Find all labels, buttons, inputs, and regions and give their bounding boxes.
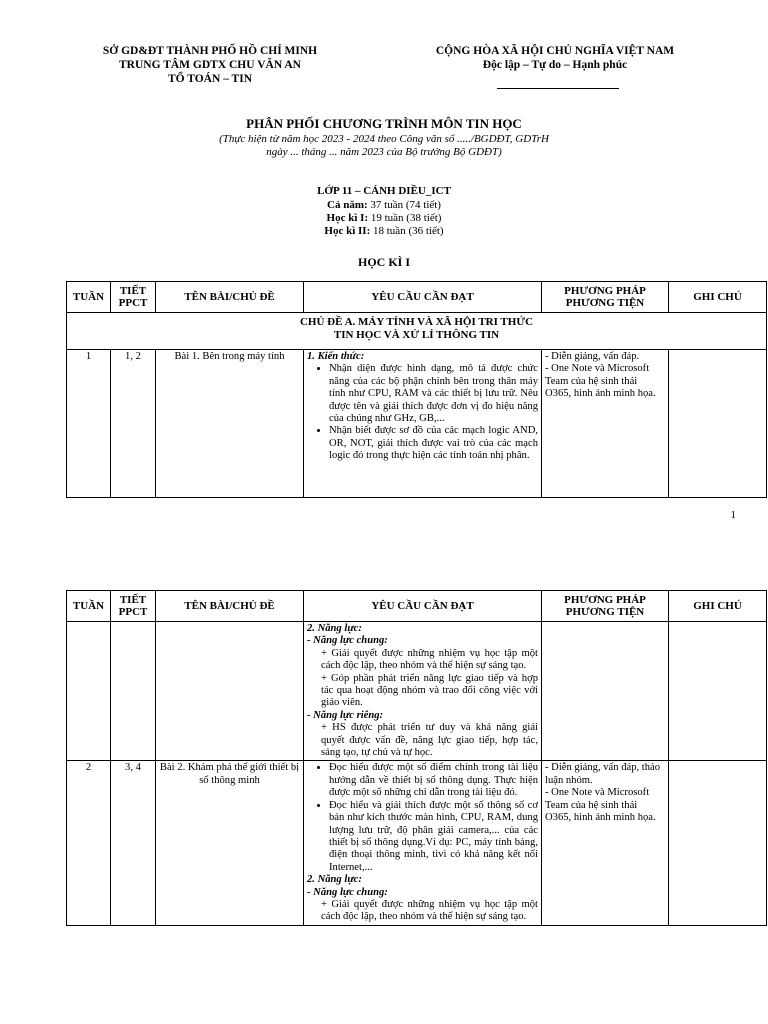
header-underline xyxy=(497,88,619,89)
page-number: 1 xyxy=(730,509,736,521)
grade-info xyxy=(0,185,768,238)
requirements-cell xyxy=(304,761,542,925)
header-line: Độc lập – Tự do – Hạnh phúc xyxy=(482,59,628,71)
requirements-cell xyxy=(304,350,542,498)
requirements-list xyxy=(307,762,538,874)
period-cell xyxy=(111,622,156,761)
grade-value: 18 tuần (36 tiết) xyxy=(370,225,444,237)
method-line: - Diễn giảng, vấn đáp. xyxy=(545,351,640,362)
grade-value: 19 tuần (38 tiết) xyxy=(368,212,442,224)
lesson-cell: Bài 2. Khám phá thế giới thiết bị số thông minh xyxy=(156,761,304,925)
list-item: • Đọc hiểu được một số điểm chính trong tài liệu hướng dẫn về thiết bị số thông dụng. Thực hiện được một số những chỉ dẫn trong tài liệu đó. xyxy=(329,762,538,799)
document-subtitle xyxy=(0,133,768,159)
col-note-header: GHI CHÚ xyxy=(669,591,767,622)
col-methods-header: PHƯƠNG PHÁP PHƯƠNG TIỆN xyxy=(542,282,669,313)
note-cell xyxy=(669,350,767,498)
note-cell xyxy=(669,761,767,925)
week-cell: 2 xyxy=(67,761,111,925)
lesson-cell xyxy=(156,622,304,761)
subtitle-line: ngày ... tháng ... năm 2023 của Bộ trưởng Bộ GDĐT) xyxy=(266,146,502,158)
grade-label: Học kì I: xyxy=(326,212,369,224)
header-line: CỘNG HÒA XÃ HỘI CHỦ NGHĨA VIỆT NAM xyxy=(435,45,675,57)
lesson-cell: Bài 1. Bên trong máy tính xyxy=(156,350,304,498)
grade-title: LỚP 11 – CÁNH DIỀU_ICT xyxy=(317,185,451,197)
subtitle-line: (Thực hiện từ năm học 2023 - 2024 theo Công văn số ...../BGDĐT, GDTrH xyxy=(219,133,549,145)
col-lesson-header: TÊN BÀI/CHỦ ĐỀ xyxy=(156,591,304,622)
curriculum-table-continued xyxy=(66,590,767,926)
document-title: PHÂN PHỐI CHƯƠNG TRÌNH MÔN TIN HỌC xyxy=(246,116,522,131)
competency-heading: 2. Năng lực: xyxy=(307,623,362,634)
page-gap xyxy=(0,540,768,560)
competency-item: + HS được phát triển tư duy và khả năng giải quyết được vấn đề, năng lực giao tiếp, hợp tác, sáng tạo, tự chủ và tự học. xyxy=(321,722,538,759)
competency-heading: 2. Năng lực: xyxy=(307,874,362,886)
list-item: • Nhận biết được sơ đồ của các mạch logic AND, OR, NOT, giải thích được vai trò của các mạch logic đó trong thực hiện các tính toán nhị phân. xyxy=(329,425,538,462)
competency-item: + Giải quyết được những nhiệm vụ học tập một cách độc lập, theo nhóm và thể hiện sự sáng tạo. xyxy=(321,898,538,923)
col-methods-header: PHƯƠNG PHÁP PHƯƠNG TIỆN xyxy=(542,591,669,622)
week-cell xyxy=(67,622,111,761)
week-cell: 1 xyxy=(67,350,111,498)
method-line: - One Note và Microsoft Team của hệ sinh thái O365, hình ảnh minh họa. xyxy=(545,787,656,824)
grade-line xyxy=(0,225,768,238)
header-line: TỔ TOÁN – TIN xyxy=(167,73,253,85)
period-cell: 1, 2 xyxy=(111,350,156,498)
col-note-header: GHI CHÚ xyxy=(669,282,767,313)
grade-label: Cả năm: xyxy=(327,199,368,211)
competency-item: + Giải quyết được những nhiệm vụ học tập một cách độc lập, theo nhóm và thể hiện sự sáng tạo. xyxy=(321,647,538,672)
method-line: - One Note và Microsoft Team của hệ sinh thái O365, hình ảnh minh họa. xyxy=(545,363,656,400)
knowledge-heading: 1. Kiến thức: xyxy=(307,351,365,362)
col-requirements-header: YÊU CẦU CẦN ĐẠT xyxy=(304,282,542,313)
topic-title xyxy=(67,313,767,350)
method-line: - Diễn giảng, vấn đáp, thảo luận nhóm. xyxy=(545,762,661,786)
col-lesson-header: TÊN BÀI/CHỦ ĐỀ xyxy=(156,282,304,313)
national-header xyxy=(420,44,690,72)
table-header-row xyxy=(67,591,767,622)
topic-row xyxy=(67,313,767,350)
topic-line: TIN HỌC VÀ XỬ LÍ THÔNG TIN xyxy=(333,329,500,341)
specific-competency-heading: - Năng lực riêng: xyxy=(307,709,384,721)
curriculum-table xyxy=(66,281,767,498)
methods-cell xyxy=(542,350,669,498)
grade-line xyxy=(0,212,768,225)
methods-cell xyxy=(542,622,669,761)
header-line: SỞ GD&ĐT THÀNH PHỐ HỒ CHÍ MINH xyxy=(102,45,318,57)
general-competency-heading: - Năng lực chung: xyxy=(307,886,388,898)
grade-value: 37 tuần (74 tiết) xyxy=(367,199,441,211)
requirements-cell xyxy=(304,622,542,761)
topic-line: CHỦ ĐỀ A. MÁY TÍNH VÀ XÃ HỘI TRI THỨC xyxy=(299,316,534,328)
list-item: • Nhận diện được hình dạng, mô tả được chức năng của các bộ phận chính bên trong thân máy tính như CPU, RAM và các thiết bị lưu trữ. Nêu được tên và giải thích được đơn vị đo hiệu năng của chúng như GHz, GB,... xyxy=(329,363,538,425)
grade-line xyxy=(0,199,768,212)
methods-cell xyxy=(542,761,669,925)
table-header-row xyxy=(67,282,767,313)
header-line: TRUNG TÂM GDTX CHU VĂN AN xyxy=(119,59,301,71)
requirements-list xyxy=(307,363,538,462)
semester-heading: HỌC KÌ I xyxy=(357,255,410,269)
col-period-header: TIẾT PPCT xyxy=(111,591,156,622)
col-week-header: TUẦN xyxy=(67,591,111,622)
department-header xyxy=(80,44,340,86)
general-competency-heading: - Năng lực chung: xyxy=(307,635,388,647)
col-period-header: TIẾT PPCT xyxy=(111,282,156,313)
note-cell xyxy=(669,622,767,761)
competency-item: + Góp phần phát triển năng lực giao tiếp và hợp tác qua hoạt động nhóm và trao đổi công việc với giáo viên. xyxy=(321,672,538,709)
table-row xyxy=(67,350,767,498)
grade-label: Học kì II: xyxy=(324,225,371,237)
col-week-header: TUẦN xyxy=(67,282,111,313)
period-cell: 3, 4 xyxy=(111,761,156,925)
table-row xyxy=(67,761,767,925)
table-row xyxy=(67,622,767,761)
col-requirements-header: YÊU CẦU CẦN ĐẠT xyxy=(304,591,542,622)
document-page-2 xyxy=(0,560,768,1024)
list-item: • Đọc hiểu và giải thích được một số thông số cơ bản như kích thước màn hình, CPU, RAM, dung lượng lưu trữ, độ phân giải camera,... của các thiết bị số thông dụng.Ví dụ: PC, máy tính bảng, điện thoại thông minh, tivi có khả năng kết nối Internet,... xyxy=(329,800,538,874)
